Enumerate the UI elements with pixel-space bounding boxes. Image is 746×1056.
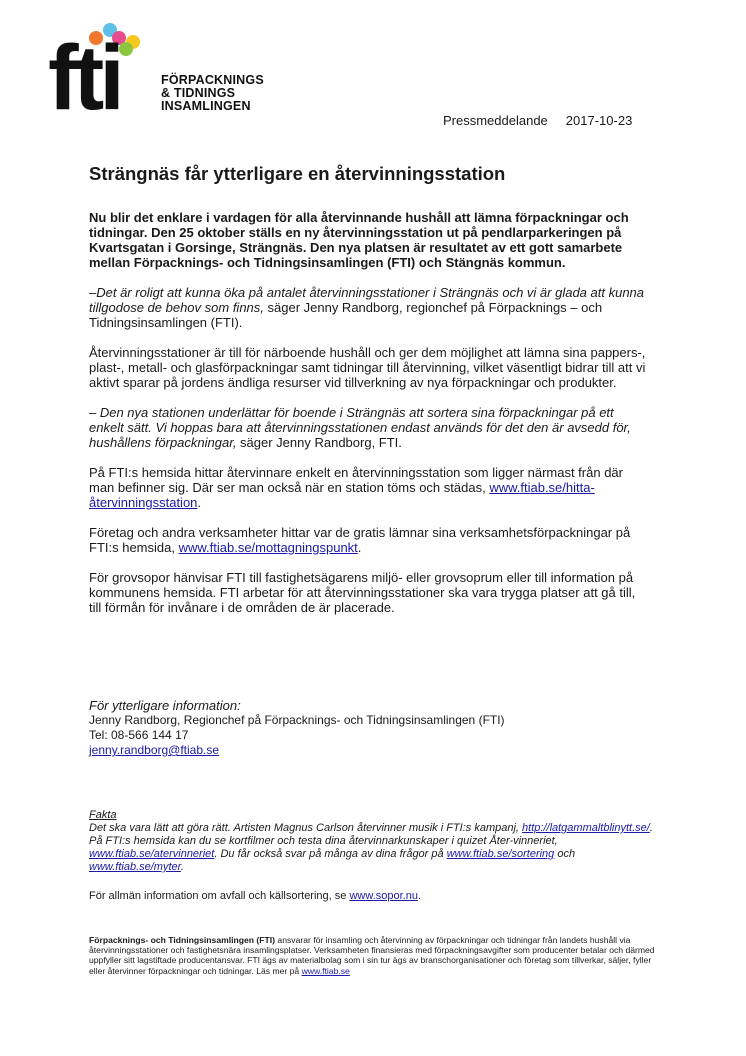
business-text: Företag och andra verksamheter hittar var de gratis lämnar sina verksamhetsförpackningar på FTI:s hemsida, [89,525,631,555]
press-label: Pressmeddelande [443,113,548,128]
quote-1-italic: –Det är roligt att kunna öka på antalet återvinningsstationer i Strängnäs och vi är glada att kunna tillgodose de behov som finns, [89,285,645,315]
footer-about [89,935,655,976]
logo-line-1: FÖRPACKNINGS [161,73,264,87]
footer-ftiab-link[interactable]: www.ftiab.se [301,965,350,976]
logo-line-3: INSAMLINGEN [161,99,251,113]
facts-text-3: . Du får också svar på många av dina frågor på [214,848,447,860]
lead-paragraph: Nu blir det enklare i vardagen för alla återvinnande hushåll att lämna förpackningar och tidningar. Den 25 oktober ställs en ny återvinningsstation ut på pendlarparkeringen på Kvartsgatan i Gorsinge, Strängnäs. Den nya platsen är resultatet av ett gott samarbete mellan Förpacknings- och Tidningsinsamlingen (FTI) och Stängnäs kommun. [89,210,629,270]
facts-text-4: och [554,848,576,860]
press-date: 2017-10-23 [565,113,633,128]
mottagningspunkt-link[interactable]: www.ftiab.se/mottagningspunkt [178,540,358,555]
quote-paragraph-1 [89,285,651,330]
facts-text-5: . [180,861,184,873]
business-end: . [357,540,362,555]
footer-text: ansvarar för insamling och återvinning av förpackningar och tidningar från landets hushåll via återvinningsstationer och fastighetsnära insamlingsplatser. Verksamheten finansieras med förpackningsavgifter som producenter betalar och därmed uppfyller sitt lagstiftade producentansvar. FTI ägs av materialbolag som i sin tur ägs av branschorganisationer och företag som tillverkar, säljer, fyller eller återvinner förpackningar och tidningar. Läs mer på [89,935,655,976]
sortering-link[interactable]: www.ftiab.se/sortering [446,848,555,860]
quote-2-italic: – Den nya stationen underlättar för boende i Strängnäs att sortera sina förpackningar på ett enkelt sätt. Vi hoppas bara att återvinningsstationen endast används för det den är avsedd för, hushållens förpackningar, [89,405,631,450]
paragraph-recycling-stations: Återvinningsstationer är till för närboende hushåll och ger dem möjlighet att lämna sina pappers-, plast-, metall- och glasförpackningar samt tidningar till återvinning, vilket väsentligt bidrar till att vi aktivt sparar på jordens ändliga resurser vid tillverkning av nya förpackningar och produkter. [89,345,646,390]
logo-dot-green [119,42,133,56]
quote-2-rest: säger Jenny Randborg, FTI. [236,435,402,450]
paragraph-business [89,525,651,555]
paragraph-find-station [89,465,651,510]
contact-label: För ytterligare information: [89,698,241,713]
logo-line-2: & TIDNINGS [161,86,236,100]
page-title: Strängnäs får ytterligare en återvinningsstation [89,163,506,184]
find-station-end: . [197,495,202,510]
myter-link[interactable]: www.ftiab.se/myter [89,861,181,873]
facts-text [89,822,655,874]
article-body [89,210,651,630]
facts-block [89,809,655,903]
general-info [89,890,655,903]
atervinneriet-link[interactable]: www.ftiab.se/atervinneriet [89,848,215,860]
press-header [443,113,632,128]
contact-email-link[interactable]: jenny.randborg@ftiab.se [89,743,220,757]
facts-text-2: . På FTI:s hemsida kan du se kortfilmer och testa dina återvinnarkunskaper i quizet Åter-vinneriet, [89,822,653,847]
general-info-end: . [417,890,421,902]
contact-name: Jenny Randborg, Regionchef på Förpacknings- och Tidningsinsamlingen (FTI) [89,713,505,727]
facts-text-1: Det ska vara lätt att göra rätt. Artisten Magnus Carlson återvinner musik i FTI:s kampanj, [89,822,523,834]
find-station-link[interactable]: www.ftiab.se/hitta-återvinningsstation [89,480,595,510]
find-station-text: På FTI:s hemsida hittar återvinnare enkelt en återvinningsstation som ligger närmast från där man befinner sig. Där ser man också när en station töms och städas, [89,465,623,495]
quote-1-rest: säger Jenny Randborg, regionchef på Förpacknings – och Tidningsinsamlingen (FTI). [89,300,603,330]
general-info-text: För allmän information om avfall och källsortering, se [89,890,350,902]
contact-tel: Tel: 08-566 144 17 [89,728,189,742]
campaign-link[interactable]: http://latgammaltblinytt.se/ [522,822,650,834]
logo-text [161,74,264,113]
sopor-link[interactable]: www.sopor.nu [349,890,418,902]
footer-org-name: Förpacknings- och Tidningsinsamlingen (FTI) [89,935,276,945]
logo-wordmark: fti [48,27,120,129]
quote-paragraph-2 [89,405,651,450]
paragraph-bulky-waste: För grovsopor hänvisar FTI till fastighetsägarens miljö- eller grovsoprum eller till information på kommunens hemsida. FTI arbetar för att återvinningsstationer ska vara trygga platser att gå till, till förmån för invånare i de områden de är placerade. [89,570,636,615]
fti-logo [48,22,288,129]
facts-heading: Fakta [89,809,117,821]
contact-block [89,698,649,758]
